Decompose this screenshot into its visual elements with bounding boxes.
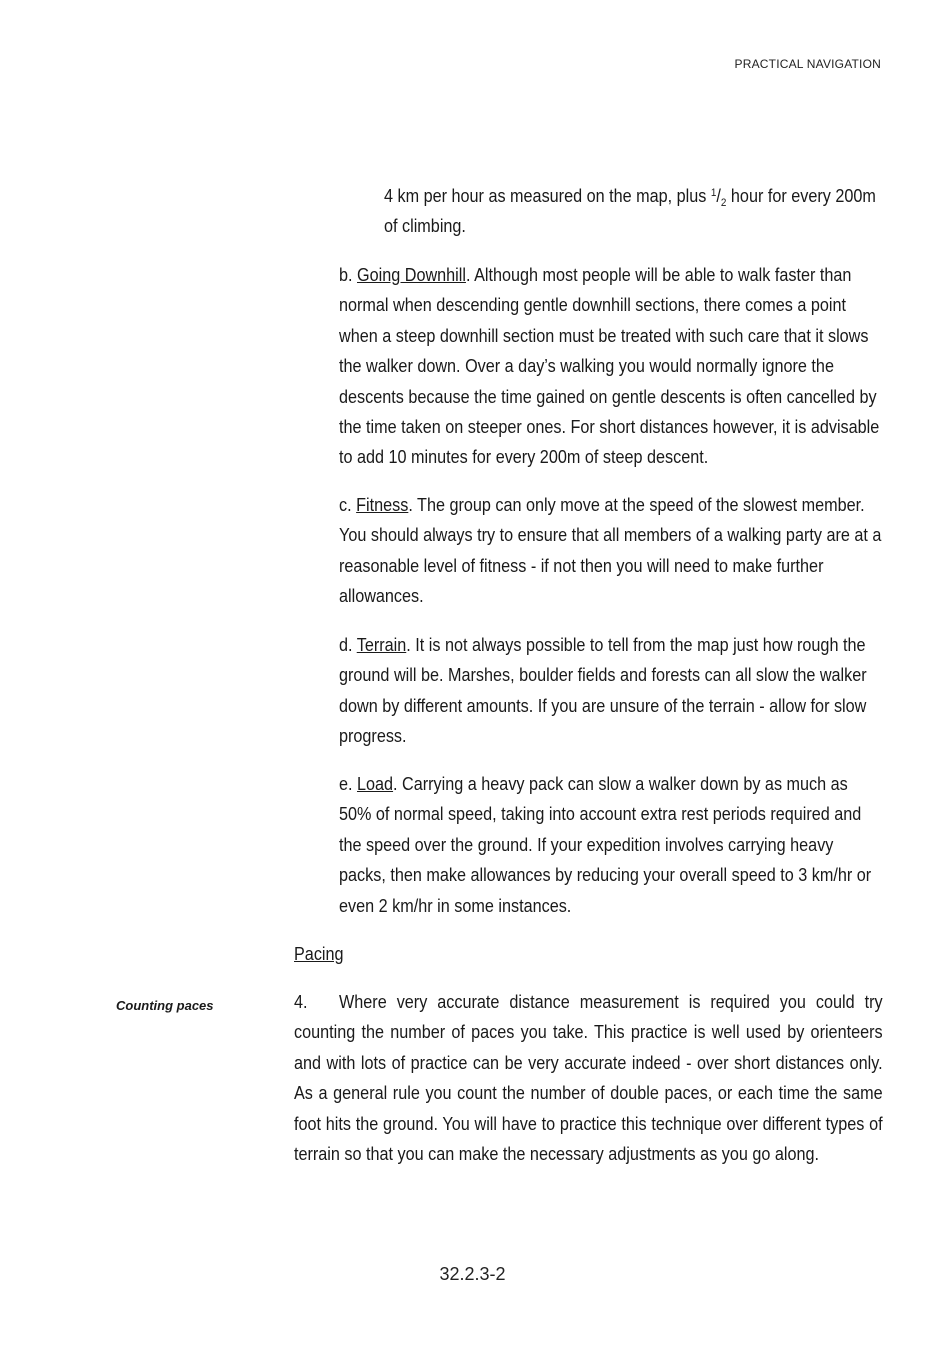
paragraph-fitness bbox=[339, 490, 883, 612]
item-c-prefix: c. bbox=[339, 495, 357, 515]
paragraph-a-continuation bbox=[384, 181, 883, 242]
paragraph-number: 4. bbox=[294, 992, 308, 1012]
item-b-prefix: b. bbox=[339, 265, 358, 285]
paragraph-counting-paces bbox=[294, 987, 883, 1169]
item-c-body: . The group can only move at the speed of the slowest member. You should always try to ensure that all members of a walking party are at a reasonable level of fitness - if not then you will need to make further allowances. bbox=[339, 495, 882, 607]
item-d-heading: Terrain bbox=[356, 635, 407, 655]
item-d-prefix: d. bbox=[339, 635, 357, 655]
intro-text-after: hour for every 200m of climbing. bbox=[384, 186, 876, 237]
item-b-heading: Going Downhill bbox=[357, 265, 466, 285]
paragraph-going-downhill bbox=[339, 260, 883, 473]
margin-note-counting-paces: Counting paces bbox=[116, 998, 214, 1013]
fraction-numerator: 1 bbox=[710, 187, 717, 199]
running-header: PRACTICAL NAVIGATION bbox=[734, 57, 881, 71]
section-heading-pacing bbox=[294, 939, 564, 969]
item-e-prefix: e. bbox=[339, 774, 358, 794]
paragraph-terrain bbox=[339, 630, 883, 752]
page-number: 32.2.3-2 bbox=[439, 1264, 506, 1284]
pacing-heading: Pacing bbox=[294, 944, 344, 964]
fraction-denominator: 2 bbox=[720, 197, 727, 209]
intro-text-before: 4 km per hour as measured on the map, plus bbox=[384, 186, 711, 206]
item-e-heading: Load bbox=[357, 774, 394, 794]
item-c-heading: Fitness bbox=[356, 495, 409, 515]
item-e-body: . Carrying a heavy pack can slow a walker down by as much as 50% of normal speed, taking into account extra rest periods required and the speed over the ground. If your expedition involves carrying heavy packs, then make allowances by reducing your overall speed to 3 km/hr or even 2 km/hr in some instances. bbox=[339, 774, 872, 916]
paragraph-4-body: Where very accurate distance measurement is required you could try counting the number of paces you take. This practice is well used by orienteers and with lots of practice can be very accurate indeed - over short distances only. As a general rule you count the number of double paces, or each time the same foot hits the ground. You will have to practice this technique over different types of terrain so that you can make the necessary adjustments as you go along. bbox=[294, 992, 883, 1165]
half-fraction bbox=[710, 186, 727, 209]
item-b-body: . Although most people will be able to walk faster than normal when descending gentle downhill sections, there comes a point when a steep downhill section must be treated with such care that it slows the walker down. Over a day’s walking you would normally ignore the descents because the time gained on gentle descents is often cancelled by the time taken on steeper ones. For short distances however, it is advisable to add 10 minutes for every 200m of steep descent. bbox=[339, 265, 880, 468]
paragraph-load bbox=[339, 769, 883, 921]
item-d-body: . It is not always possible to tell from the map just how rough the ground will be. Marshes, boulder fields and forests can all slow the walker down by different amounts. If you are unsure of the terrain - allow for slow progress. bbox=[339, 635, 867, 747]
fraction-slash: / bbox=[716, 186, 721, 206]
